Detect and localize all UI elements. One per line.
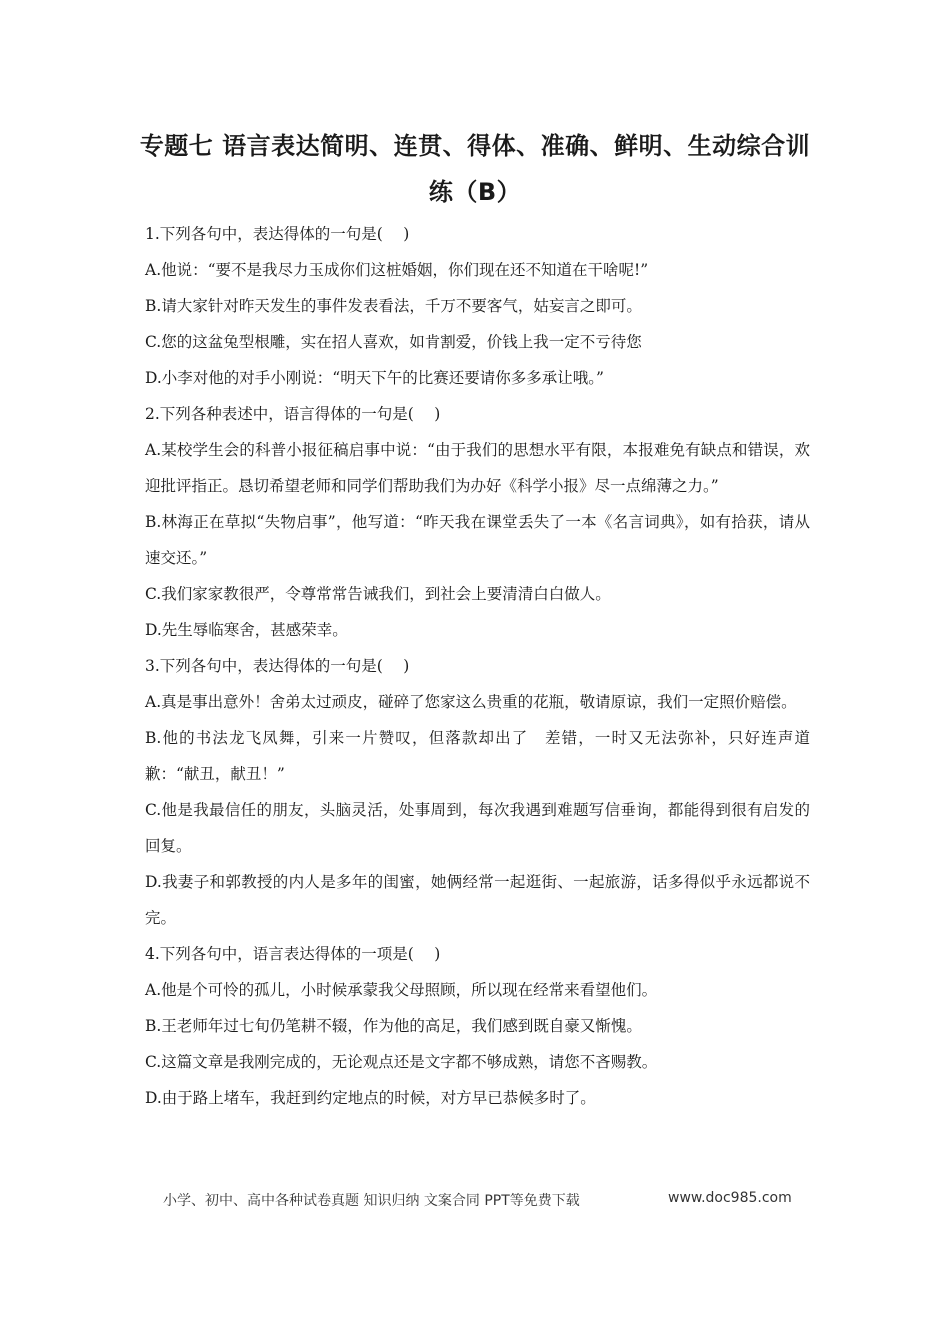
question-2-option-b: B.林海正在草拟“失物启事”，他写道：“昨天我在课堂丢失了一本《名言词典》，如有拾获，请从速交还。”: [145, 513, 810, 567]
question-2-option-d: D.先生辱临寒舍，甚感荣幸。: [145, 621, 348, 639]
question-2-stem: 2.下列各种表述中，语言得体的一句是( ): [145, 405, 441, 423]
question-3-option-a: A.真是事出意外！舍弟太过顽皮，碰碎了您家这么贵重的花瓶，敬请原谅，我们一定照价赔偿。: [145, 693, 797, 711]
footer-tagline: 小学、初中、高中各种试卷真题 知识归纳 文案合同 PPT等免费下载: [163, 1193, 580, 1209]
question-3-stem: 3.下列各句中，表达得体的一句是( ): [145, 657, 410, 675]
question-4-option-a: A.他是个可怜的孤儿，小时候承蒙我父母照顾，所以现在经常来看望他们。: [145, 981, 658, 999]
question-3-option-c: C.他是我最信任的朋友，头脑灵活，处事周到，每次我遇到难题写信垂询，都能得到很有启发的回复。: [145, 801, 810, 855]
question-3-option-d: D.我妻子和郭教授的内人是多年的闺蜜，她俩经常一起逛街、一起旅游，话多得似乎永远都说不完。: [145, 873, 810, 927]
question-3-option-b: B.他的书法龙飞凤舞，引来一片赞叹，但落款却出了 差错，一时又无法弥补，只好连声道歉：“献丑，献丑！”: [145, 729, 810, 783]
document-body: [145, 216, 810, 1116]
question-2-option-c: C.我们家家教很严，令尊常常告诫我们，到社会上要清清白白做人。: [145, 585, 611, 603]
question-2-option-a: A.某校学生会的科普小报征稿启事中说：“由于我们的思想水平有限，本报难免有缺点和错误，欢迎批评指正。恳切希望老师和同学们帮助我们为办好《科学小报》尽一点绵薄之力。”: [145, 441, 810, 495]
question-1-option-a: A.他说：“要不是我尽力玉成你们这桩婚姻，你们现在还不知道在干啥呢!”: [145, 261, 649, 279]
question-1-stem: 1.下列各句中，表达得体的一句是( ): [145, 225, 410, 243]
document-title-line-2: 练（B）: [428, 178, 522, 206]
question-1-option-c: C.您的这盆兔型根雕，实在招人喜欢，如肯割爱，价钱上我一定不亏待您: [145, 333, 642, 351]
document-title-line-1: 专题七 语言表达简明、连贯、得体、准确、鲜明、生动综合训: [139, 132, 811, 160]
question-1-option-d: D.小李对他的对手小刚说：“明天下午的比赛还要请你多多承让哦。”: [145, 369, 604, 387]
question-1-option-b: B.请大家针对昨天发生的事件发表看法，千万不要客气，姑妄言之即可。: [145, 297, 642, 315]
question-4-option-b: B.王老师年过七旬仍笔耕不辍，作为他的高足，我们感到既自豪又惭愧。: [145, 1017, 642, 1035]
question-4-stem: 4.下列各句中，语言表达得体的一项是( ): [145, 945, 441, 963]
question-4-option-c: C.这篇文章是我刚完成的，无论观点还是文字都不够成熟，请您不吝赐教。: [145, 1053, 658, 1071]
footer-website: www.doc985.com: [668, 1190, 792, 1206]
question-4-option-d: D.由于路上堵车，我赶到约定地点的时候，对方早已恭候多时了。: [145, 1089, 596, 1107]
